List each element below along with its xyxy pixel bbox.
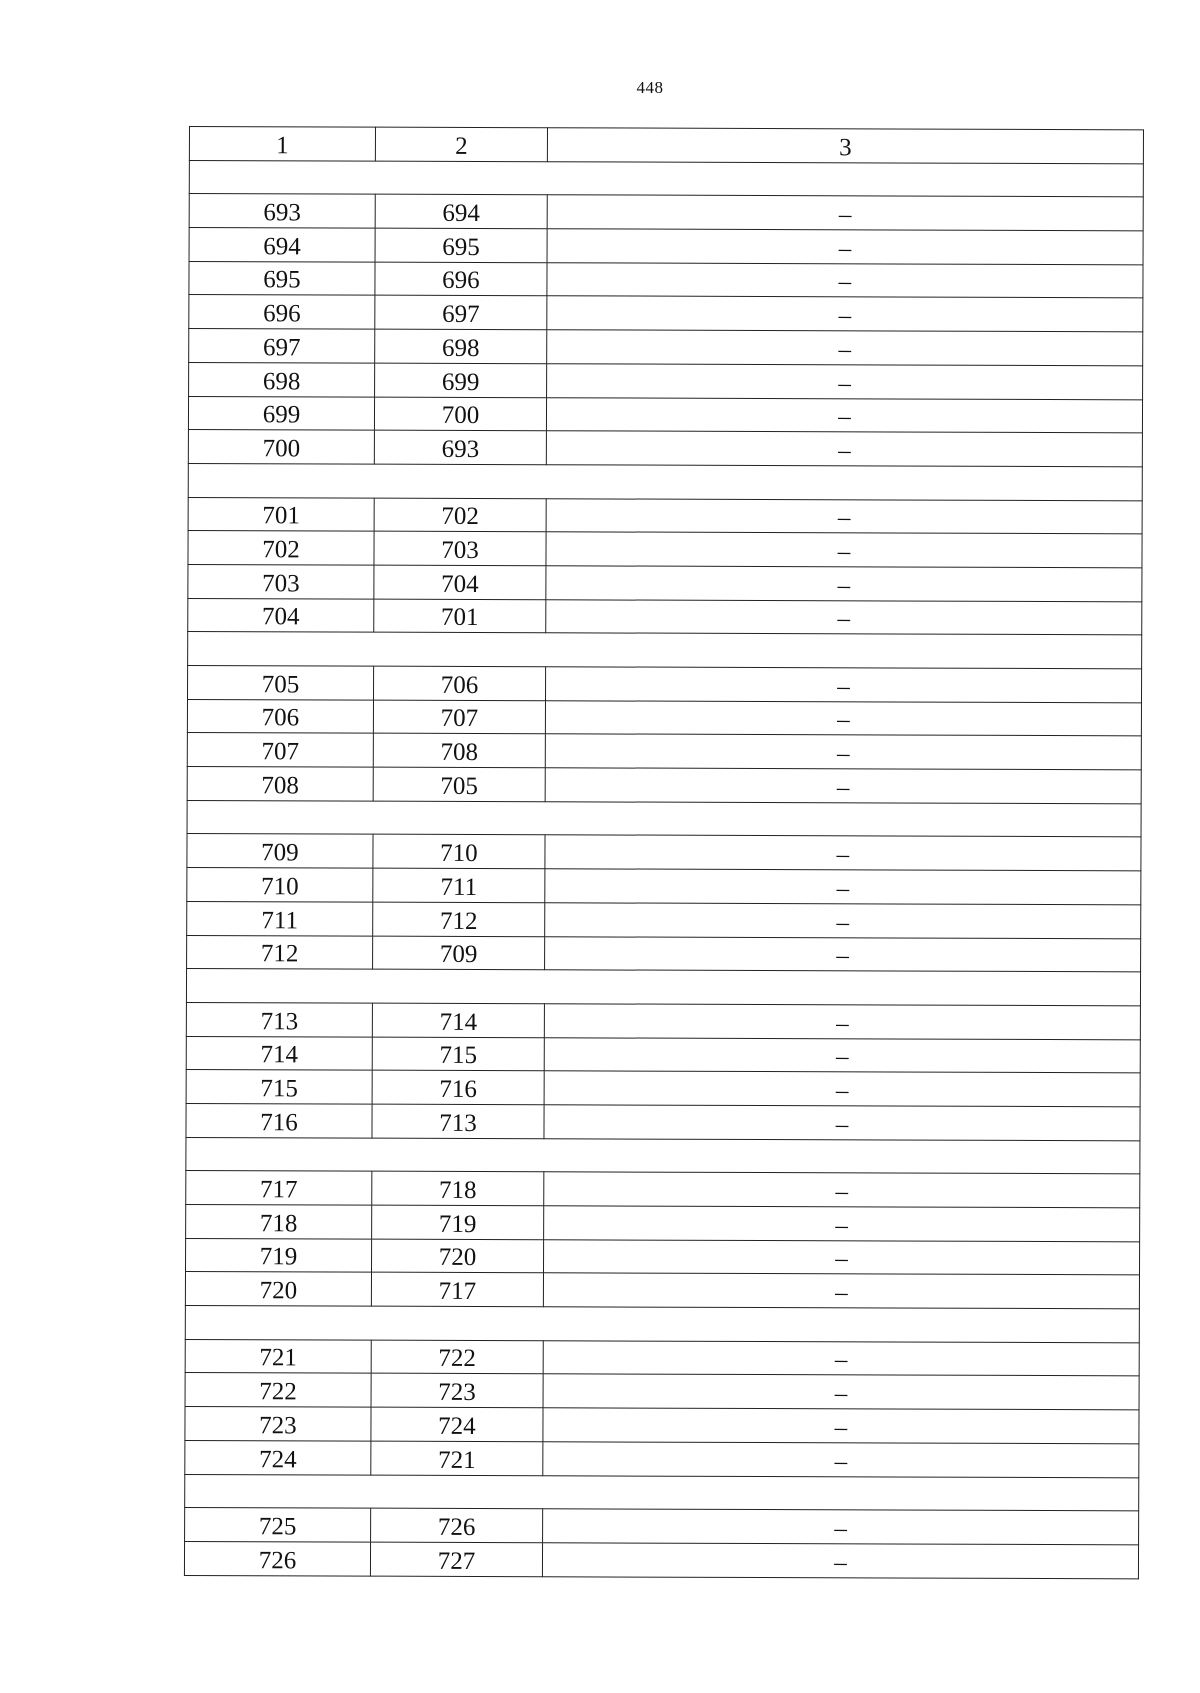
table-cell-col-1: 696 xyxy=(189,295,375,329)
table-cell-col-1: 715 xyxy=(186,1070,372,1104)
table-cell-col-2: 702 xyxy=(374,498,546,532)
table-row xyxy=(188,564,1142,601)
table-cell-col-3: – xyxy=(546,397,1142,433)
table-row xyxy=(186,1204,1140,1241)
group-separator-cell xyxy=(187,800,1141,837)
table-row xyxy=(187,767,1141,804)
table-cell-col-2: 713 xyxy=(372,1104,544,1138)
table-cell-col-3: – xyxy=(545,734,1141,770)
group-separator-cell xyxy=(189,160,1143,197)
table-cell-col-1: 723 xyxy=(185,1407,371,1441)
table-cell-col-1: 712 xyxy=(187,935,373,969)
table-cell-col-2: 712 xyxy=(373,902,545,936)
table-cell-col-1: 722 xyxy=(185,1373,371,1407)
table-row xyxy=(185,1339,1139,1376)
table-cell-col-2: 715 xyxy=(372,1037,544,1071)
table-cell-col-2: 718 xyxy=(372,1171,544,1205)
table-cell-col-3: – xyxy=(543,1340,1139,1376)
table-cell-col-3: – xyxy=(543,1408,1139,1444)
group-separator-cell xyxy=(185,1474,1139,1511)
table-cell-col-1: 703 xyxy=(188,564,374,598)
table-cell-col-3: – xyxy=(547,263,1143,299)
table-cell-col-2: 699 xyxy=(375,363,547,397)
table-cell-col-2: 724 xyxy=(371,1407,543,1441)
table-cell-col-3: – xyxy=(543,1509,1139,1545)
table-cell-col-2: 717 xyxy=(371,1273,543,1307)
group-separator-row xyxy=(188,463,1142,500)
table-row xyxy=(187,901,1141,938)
table-row xyxy=(186,1070,1140,1107)
table-cell-col-3: – xyxy=(544,1071,1140,1107)
table-cell-col-3: – xyxy=(545,700,1141,736)
table-cell-col-3: – xyxy=(545,903,1141,939)
table-cell-col-1: 708 xyxy=(187,767,373,801)
table-cell-col-3: – xyxy=(544,1004,1140,1040)
table-cell-col-2: 703 xyxy=(374,531,546,565)
table-row xyxy=(189,194,1143,231)
table-row xyxy=(187,868,1141,905)
group-separator-row xyxy=(187,800,1141,837)
table-cell-col-2: 709 xyxy=(373,936,545,970)
table-cell-col-3: – xyxy=(544,1037,1140,1073)
table-cell-col-1: 702 xyxy=(188,531,374,565)
table-cell-col-2: 723 xyxy=(371,1374,543,1408)
table-row xyxy=(185,1373,1139,1410)
table-cell-col-3: – xyxy=(547,195,1143,231)
group-separator-row xyxy=(189,160,1143,197)
table-cell-col-1: 719 xyxy=(186,1238,372,1272)
table-cell-col-2: 727 xyxy=(370,1542,542,1576)
table-cell-col-3: – xyxy=(546,566,1142,602)
table-cell-col-2: 716 xyxy=(372,1070,544,1104)
table-row xyxy=(184,1541,1138,1578)
table-row xyxy=(188,598,1142,635)
table-row xyxy=(186,1238,1140,1275)
group-separator-row xyxy=(188,632,1142,669)
table-cell-col-2: 714 xyxy=(372,1003,544,1037)
table-row xyxy=(186,1002,1140,1039)
table-cell-col-1: 726 xyxy=(184,1541,370,1575)
table-row xyxy=(189,261,1143,298)
column-header-2: 2 xyxy=(375,127,547,161)
table-cell-col-3: – xyxy=(547,229,1143,265)
table-cell-col-2: 706 xyxy=(373,666,545,700)
group-separator-cell xyxy=(186,969,1140,1006)
table-row xyxy=(188,430,1142,467)
table-cell-col-3: – xyxy=(543,1239,1139,1275)
table-cell-col-3: – xyxy=(543,1442,1139,1478)
group-separator-row xyxy=(186,1137,1140,1174)
table-cell-col-1: 700 xyxy=(188,430,374,464)
table-cell-col-2: 721 xyxy=(371,1441,543,1475)
column-header-1: 1 xyxy=(189,127,375,161)
table-cell-col-3: – xyxy=(546,498,1142,534)
table-row xyxy=(187,834,1141,871)
table-cell-col-2: 704 xyxy=(374,565,546,599)
table-cell-col-2: 693 xyxy=(374,430,546,464)
table-row xyxy=(185,1440,1139,1477)
table-cell-col-3: – xyxy=(544,1172,1140,1208)
table-cell-col-3: – xyxy=(546,599,1142,635)
table-cell-col-1: 709 xyxy=(187,834,373,868)
group-separator-row xyxy=(185,1306,1139,1343)
table-cell-col-1: 710 xyxy=(187,868,373,902)
table-body xyxy=(184,127,1143,1579)
data-table xyxy=(184,126,1144,1579)
table-cell-col-2: 694 xyxy=(375,195,547,229)
table-row xyxy=(187,733,1141,770)
table-row xyxy=(189,362,1143,399)
table-row xyxy=(187,699,1141,736)
table-cell-col-1: 718 xyxy=(186,1204,372,1238)
table-cell-col-2: 700 xyxy=(374,397,546,431)
table-cell-col-2: 695 xyxy=(375,228,547,262)
table-row xyxy=(185,1508,1139,1545)
table-cell-col-1: 707 xyxy=(187,733,373,767)
table-cell-col-2: 707 xyxy=(373,700,545,734)
table-cell-col-2: 697 xyxy=(375,296,547,330)
table-row xyxy=(188,396,1142,433)
table-cell-col-1: 724 xyxy=(185,1440,371,1474)
table-cell-col-3: – xyxy=(545,667,1141,703)
table-cell-col-1: 704 xyxy=(188,598,374,632)
table-cell-col-2: 719 xyxy=(372,1205,544,1239)
table-cell-col-1: 701 xyxy=(188,497,374,531)
table-row xyxy=(185,1272,1139,1309)
table-cell-col-2: 711 xyxy=(373,868,545,902)
table-cell-col-3: – xyxy=(543,1273,1139,1309)
table-cell-col-3: – xyxy=(543,1374,1139,1410)
group-separator-cell xyxy=(188,632,1142,669)
table-cell-col-1: 725 xyxy=(185,1508,371,1542)
table-cell-col-3: – xyxy=(545,936,1141,972)
table-cell-col-2: 722 xyxy=(371,1340,543,1374)
table-row xyxy=(185,1407,1139,1444)
table-cell-col-1: 705 xyxy=(187,665,373,699)
table-row xyxy=(187,665,1141,702)
table-cell-col-3: – xyxy=(547,330,1143,366)
table-cell-col-3: – xyxy=(547,364,1143,400)
table-row xyxy=(186,1171,1140,1208)
table-cell-col-3: – xyxy=(546,431,1142,467)
table-cell-col-2: 726 xyxy=(371,1508,543,1542)
table-cell-col-3: – xyxy=(545,869,1141,905)
group-separator-row xyxy=(185,1474,1139,1511)
table-row xyxy=(188,531,1142,568)
group-separator-row xyxy=(186,969,1140,1006)
page-number: 448 xyxy=(636,78,664,97)
table-cell-col-2: 701 xyxy=(374,599,546,633)
table-cell-col-3: – xyxy=(544,1105,1140,1141)
table-cell-col-2: 708 xyxy=(373,734,545,768)
table-cell-col-3: – xyxy=(547,296,1143,332)
column-header-3: 3 xyxy=(547,128,1143,164)
table-row xyxy=(186,1036,1140,1073)
table-cell-col-1: 714 xyxy=(186,1036,372,1070)
group-separator-cell xyxy=(188,463,1142,500)
table-cell-col-1: 721 xyxy=(185,1339,371,1373)
table-row xyxy=(187,935,1141,972)
table-cell-col-1: 713 xyxy=(186,1002,372,1036)
table-header-row xyxy=(189,127,1143,164)
table-cell-col-3: – xyxy=(542,1543,1138,1579)
table-row xyxy=(189,329,1143,366)
table-cell-col-1: 693 xyxy=(189,194,375,228)
table-cell-col-1: 699 xyxy=(188,396,374,430)
table-cell-col-1: 695 xyxy=(189,261,375,295)
table-cell-col-1: 698 xyxy=(189,362,375,396)
table-cell-col-1: 720 xyxy=(185,1272,371,1306)
table-cell-col-2: 696 xyxy=(375,262,547,296)
table-cell-col-1: 717 xyxy=(186,1171,372,1205)
table-cell-col-1: 697 xyxy=(189,329,375,363)
table-cell-col-2: 720 xyxy=(371,1239,543,1273)
table-row xyxy=(188,497,1142,534)
table-cell-col-1: 711 xyxy=(187,901,373,935)
table-cell-col-2: 705 xyxy=(373,767,545,801)
group-separator-cell xyxy=(185,1306,1139,1343)
table-cell-col-3: – xyxy=(545,835,1141,871)
table-cell-col-2: 698 xyxy=(375,329,547,363)
table-cell-col-1: 716 xyxy=(186,1103,372,1137)
group-separator-cell xyxy=(186,1137,1140,1174)
table-cell-col-1: 706 xyxy=(187,699,373,733)
table-cell-col-3: – xyxy=(545,768,1141,804)
table-cell-col-3: – xyxy=(544,1206,1140,1242)
table-cell-col-2: 710 xyxy=(373,835,545,869)
table-row xyxy=(189,295,1143,332)
table-cell-col-3: – xyxy=(546,532,1142,568)
table-row xyxy=(189,228,1143,265)
table-row xyxy=(186,1103,1140,1140)
table-cell-col-1: 694 xyxy=(189,228,375,262)
